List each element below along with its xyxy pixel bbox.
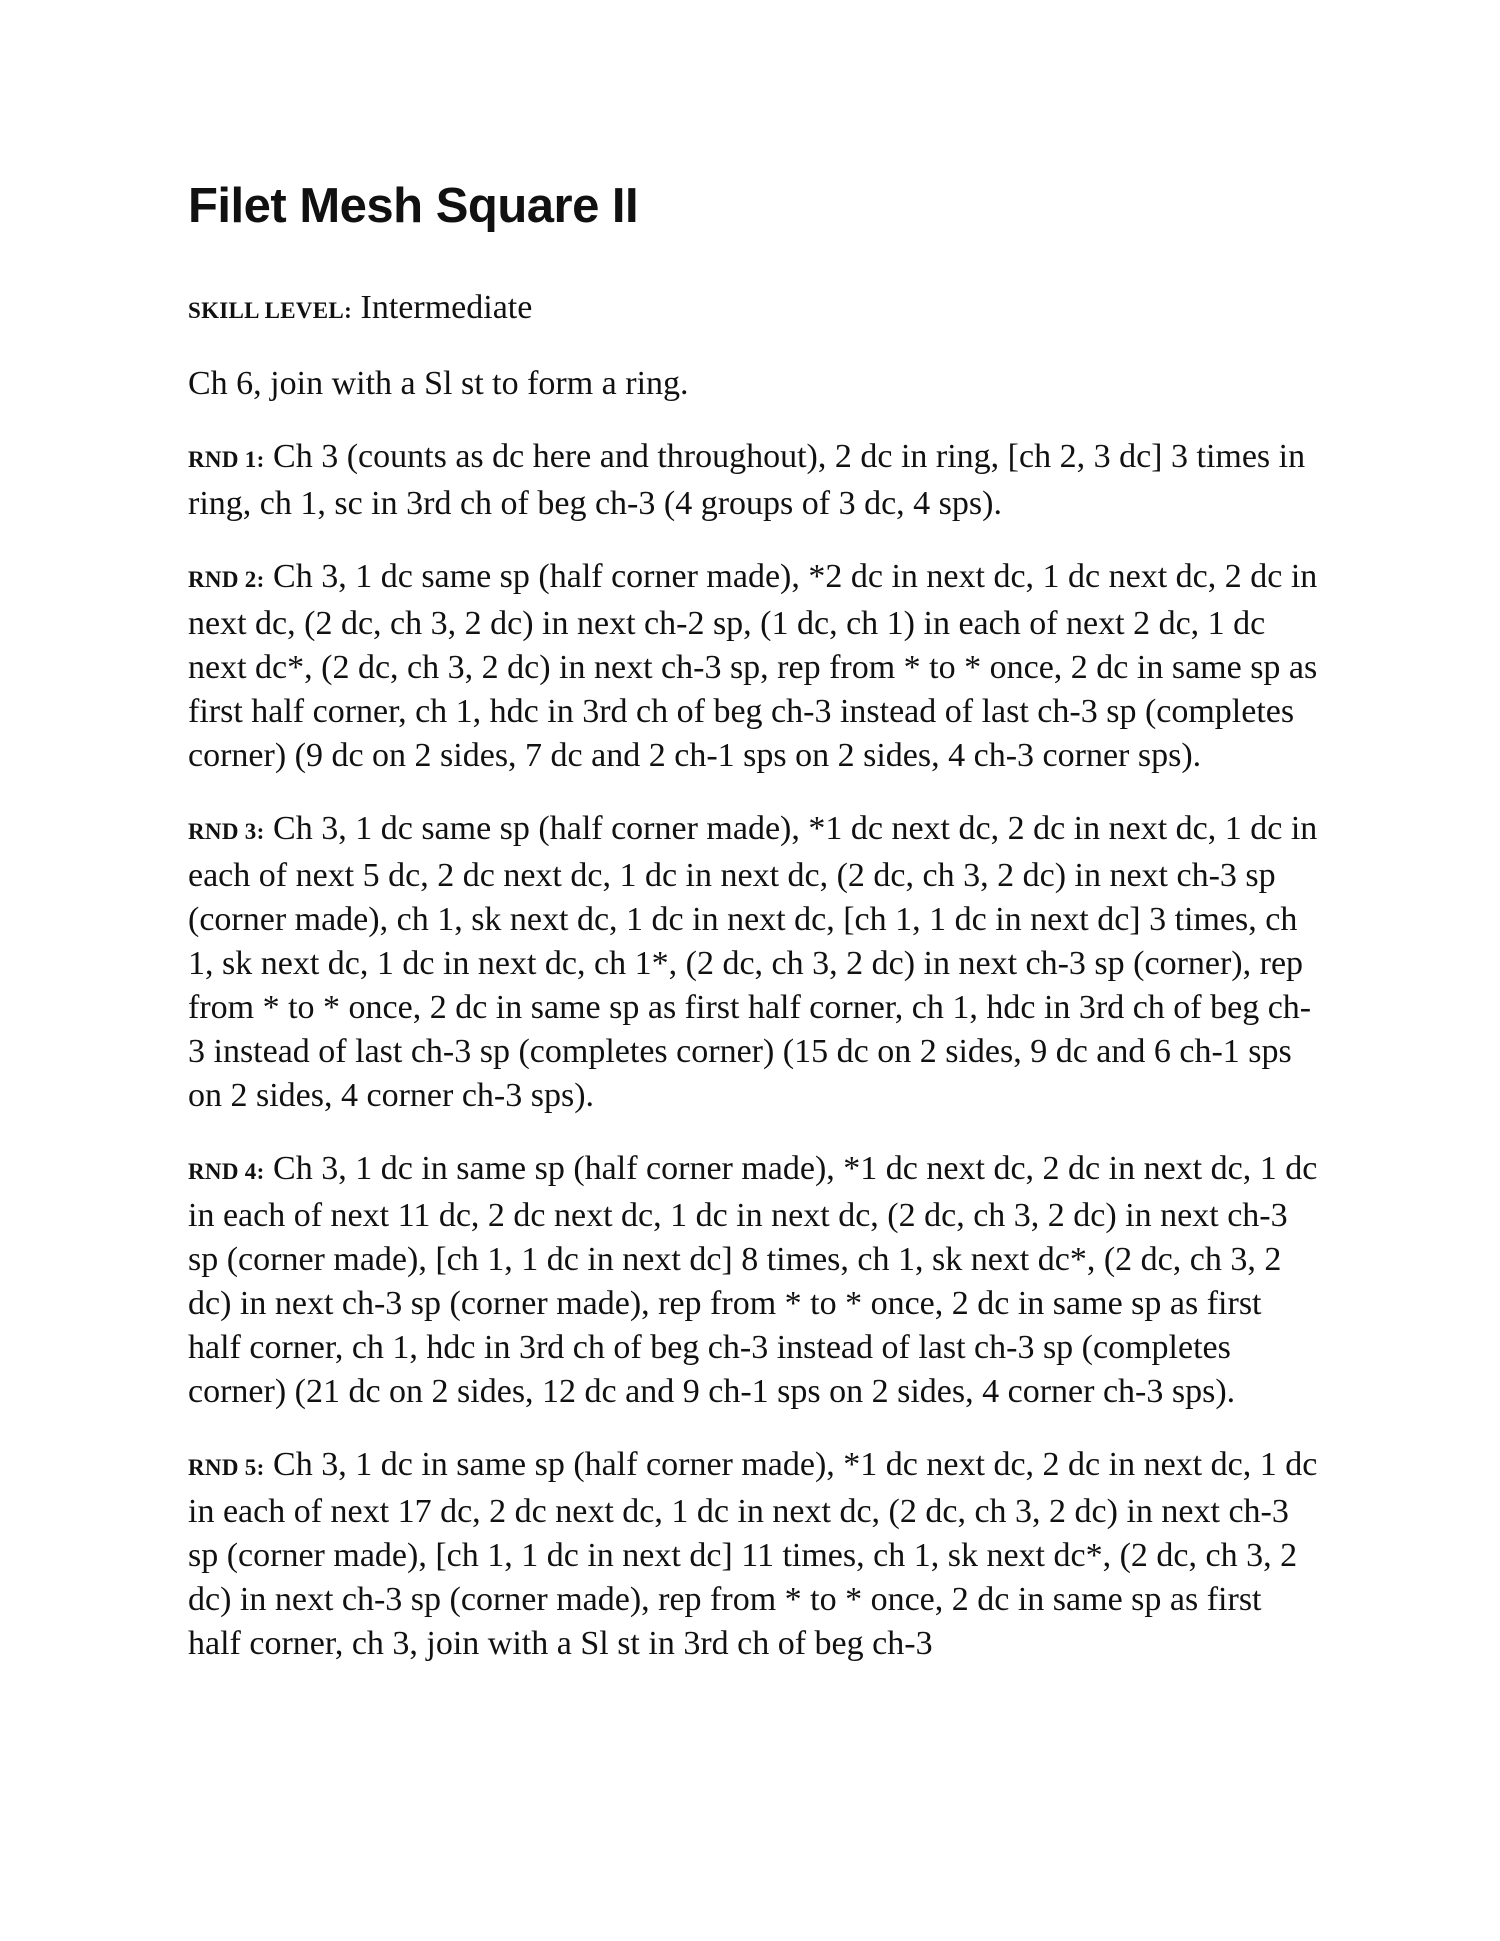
document-page [188,176,1318,1695]
round-4-label: RND 4: [188,1159,265,1184]
skill-level-label: SKILL LEVEL: [188,298,353,323]
page-title: Filet Mesh Square II [188,179,639,233]
round-3 [188,807,1318,1118]
round-2-text: Ch 3, 1 dc same sp (half corner made), *2 dc in next dc, 1 dc next dc, 2 dc in next dc, (2 dc, ch 3, 2 dc) in next ch-2 sp, (1 dc, ch 1) in each of next 2 dc, 1 dc next dc*, (2 dc, ch 3, 2 dc) in next ch-3 sp, rep from * to * once, 2 dc in same sp as first half corner, ch 1, hdc in 3rd ch of beg ch-3 instead of last ch-3 sp (completes corner) (9 dc on 2 sides, 7 dc and 2 ch-1 sps on 2 sides, 4 ch-3 corner sps). [188,558,1318,774]
round-5-text: Ch 3, 1 dc in same sp (half corner made), *1 dc next dc, 2 dc in next dc, 1 dc in each of next 17 dc, 2 dc next dc, 1 dc in next dc, (2 dc, ch 3, 2 dc) in next ch-3 sp (corner made), [ch 1, 1 dc in next dc] 11 times, ch 1, sk next dc*, (2 dc, ch 3, 2 dc) in next ch-3 sp (corner made), rep from * to * once, 2 dc in same sp as first half corner, ch 3, join with a Sl st in 3rd ch of beg ch-3 [188,1446,1318,1662]
round-4-text: Ch 3, 1 dc in same sp (half corner made), *1 dc next dc, 2 dc in next dc, 1 dc in each of next 11 dc, 2 dc next dc, 1 dc in next dc, (2 dc, ch 3, 2 dc) in next ch-3 sp (corner made), [ch 1, 1 dc in next dc] 8 times, ch 1, sk next dc*, (2 dc, ch 3, 2 dc) in next ch-3 sp (corner made), rep from * to * once, 2 dc in same sp as first half corner, ch 1, hdc in 3rd ch of beg ch-3 instead of last ch-3 sp (completes corner) (21 dc on 2 sides, 12 dc and 9 ch-1 sps on 2 sides, 4 corner ch-3 sps). [188,1150,1318,1410]
round-5-label: RND 5: [188,1455,265,1480]
intro-instruction: Ch 6, join with a Sl st to form a ring. [188,365,689,402]
round-5 [188,1443,1318,1666]
round-2 [188,555,1318,778]
round-1 [188,435,1318,526]
round-1-label: RND 1: [188,447,265,472]
round-1-text: Ch 3 (counts as dc here and throughout), 2 dc in ring, [ch 2, 3 dc] 3 times in ring, ch 1, sc in 3rd ch of beg ch-3 (4 groups of 3 dc, 4 sps). [188,438,1306,522]
round-3-label: RND 3: [188,819,265,844]
skill-level-value: Intermediate [352,289,533,326]
round-4 [188,1147,1318,1414]
skill-level [188,286,1318,333]
round-3-text: Ch 3, 1 dc same sp (half corner made), *1 dc next dc, 2 dc in next dc, 1 dc in each of next 5 dc, 2 dc next dc, 1 dc in next dc, (2 dc, ch 3, 2 dc) in next ch-3 sp (corner made), ch 1, sk next dc, 1 dc in next dc, [ch 1, 1 dc in next dc] 3 times, ch 1, sk next dc, 1 dc in next dc, ch 1*, (2 dc, ch 3, 2 dc) in next ch-3 sp (corner), rep from * to * once, 2 dc in same sp as first half corner, ch 1, hdc in 3rd ch of beg ch-3 instead of last ch-3 sp (completes corner) (15 dc on 2 sides, 9 dc and 6 ch-1 sps on 2 sides, 4 corner ch-3 sps). [188,810,1318,1114]
round-2-label: RND 2: [188,567,265,592]
